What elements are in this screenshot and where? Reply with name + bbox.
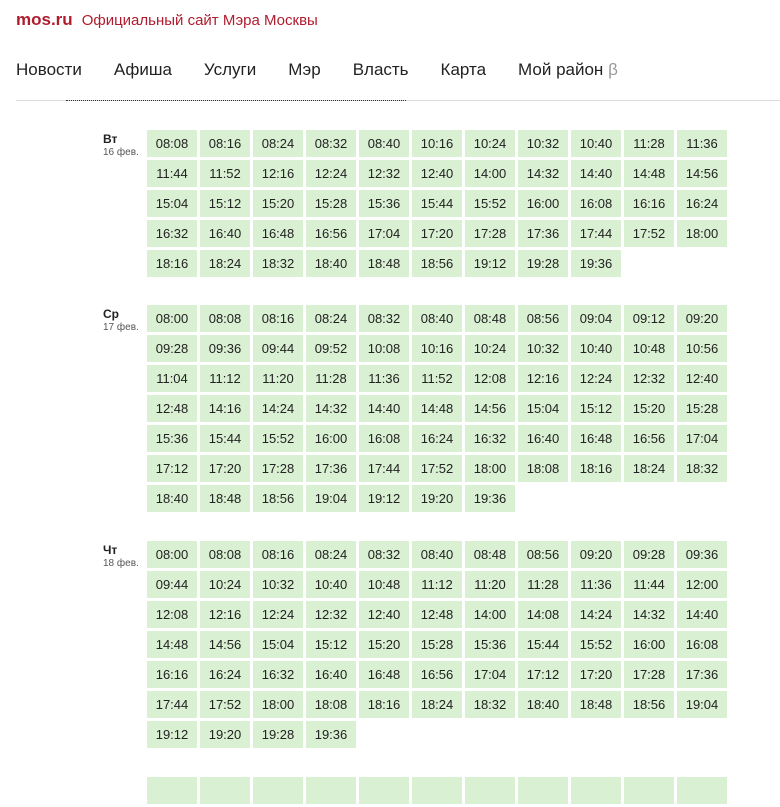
nav-item-events[interactable]: Афиша xyxy=(113,60,172,79)
site-logo[interactable]: mos.ru xyxy=(16,10,73,29)
time-slot[interactable]: 18:40 xyxy=(518,691,568,718)
time-slot[interactable]: 10:08 xyxy=(359,335,409,362)
time-slot[interactable]: 18:56 xyxy=(624,691,674,718)
time-slot[interactable]: 17:28 xyxy=(624,661,674,688)
time-slot[interactable]: 09:04 xyxy=(571,305,621,332)
time-slot[interactable]: 18:24 xyxy=(412,691,462,718)
time-slot[interactable]: 14:40 xyxy=(359,395,409,422)
time-slot[interactable]: 11:12 xyxy=(200,365,250,392)
time-slot[interactable]: 16:32 xyxy=(253,661,303,688)
time-slot[interactable]: 08:40 xyxy=(412,541,462,568)
time-slot[interactable]: 12:24 xyxy=(253,601,303,628)
time-slot[interactable]: 10:32 xyxy=(518,335,568,362)
time-slot[interactable]: 11:04 xyxy=(147,365,197,392)
time-slot[interactable]: 15:04 xyxy=(518,395,568,422)
time-slot[interactable]: 08:48 xyxy=(465,305,515,332)
time-slot[interactable]: 12:24 xyxy=(571,365,621,392)
time-slot[interactable]: 17:04 xyxy=(677,425,727,452)
time-slot[interactable]: 18:00 xyxy=(253,691,303,718)
time-slot[interactable]: 10:24 xyxy=(200,571,250,598)
time-slot[interactable]: 16:24 xyxy=(412,425,462,452)
time-slot[interactable]: 18:32 xyxy=(677,455,727,482)
time-slot[interactable]: 19:20 xyxy=(412,485,462,512)
time-slot[interactable]: 14:00 xyxy=(465,601,515,628)
time-slot[interactable]: 18:08 xyxy=(306,691,356,718)
time-slot[interactable]: 08:24 xyxy=(306,305,356,332)
time-slot[interactable]: 17:52 xyxy=(624,220,674,247)
time-slot[interactable]: 15:44 xyxy=(518,631,568,658)
time-slot[interactable]: 19:28 xyxy=(518,250,568,277)
time-slot[interactable]: 15:36 xyxy=(147,425,197,452)
time-slot[interactable]: 12:40 xyxy=(677,365,727,392)
time-slot[interactable]: 09:36 xyxy=(200,335,250,362)
time-slot[interactable]: 14:40 xyxy=(677,601,727,628)
time-slot[interactable] xyxy=(147,777,197,804)
time-slot[interactable]: 11:28 xyxy=(306,365,356,392)
time-slot[interactable]: 12:48 xyxy=(147,395,197,422)
time-slot[interactable]: 12:32 xyxy=(306,601,356,628)
time-slot[interactable]: 11:36 xyxy=(677,130,727,157)
time-slot[interactable]: 08:08 xyxy=(200,305,250,332)
time-slot[interactable]: 08:16 xyxy=(200,130,250,157)
time-slot[interactable]: 15:28 xyxy=(306,190,356,217)
time-slot[interactable]: 12:08 xyxy=(465,365,515,392)
time-slot[interactable]: 16:32 xyxy=(147,220,197,247)
time-slot[interactable]: 09:28 xyxy=(624,541,674,568)
time-slot[interactable]: 08:24 xyxy=(253,130,303,157)
time-slot[interactable]: 08:08 xyxy=(147,130,197,157)
day-name: Чт xyxy=(103,543,118,557)
time-slot[interactable]: 15:44 xyxy=(200,425,250,452)
nav-item-news[interactable]: Новости xyxy=(16,60,82,79)
time-slot[interactable]: 16:48 xyxy=(571,425,621,452)
time-grid xyxy=(147,130,737,280)
time-slot[interactable]: 14:32 xyxy=(624,601,674,628)
time-slot[interactable]: 18:08 xyxy=(518,455,568,482)
time-slot[interactable]: 08:32 xyxy=(359,305,409,332)
time-slot[interactable]: 19:12 xyxy=(359,485,409,512)
time-slot[interactable]: 17:52 xyxy=(200,691,250,718)
time-slot[interactable]: 19:36 xyxy=(306,721,356,748)
time-slot[interactable]: 12:16 xyxy=(253,160,303,187)
time-slot[interactable]: 17:20 xyxy=(571,661,621,688)
time-slot[interactable]: 10:40 xyxy=(571,335,621,362)
day-date: 18 фев. xyxy=(103,558,139,569)
time-slot[interactable]: 10:48 xyxy=(624,335,674,362)
time-slot[interactable]: 14:08 xyxy=(518,601,568,628)
time-slot[interactable]: 14:40 xyxy=(571,160,621,187)
time-slot[interactable]: 17:36 xyxy=(306,455,356,482)
site-title[interactable]: Официальный сайт Мэра Москвы xyxy=(81,12,318,29)
time-slot[interactable]: 19:20 xyxy=(200,721,250,748)
time-slot[interactable]: 16:40 xyxy=(200,220,250,247)
time-slot[interactable]: 12:16 xyxy=(518,365,568,392)
time-slot[interactable]: 15:28 xyxy=(412,631,462,658)
time-slot[interactable]: 16:48 xyxy=(359,661,409,688)
time-slot[interactable] xyxy=(200,777,250,804)
time-slot[interactable]: 11:36 xyxy=(359,365,409,392)
time-slot[interactable]: 18:48 xyxy=(200,485,250,512)
time-slot[interactable]: 12:08 xyxy=(147,601,197,628)
time-slot[interactable]: 16:08 xyxy=(677,631,727,658)
time-slot[interactable] xyxy=(465,777,515,804)
time-slot[interactable]: 17:36 xyxy=(518,220,568,247)
time-slot[interactable]: 12:00 xyxy=(677,571,727,598)
time-slot[interactable]: 18:32 xyxy=(465,691,515,718)
time-slot[interactable]: 11:44 xyxy=(624,571,674,598)
time-grid xyxy=(147,541,737,751)
time-slot[interactable]: 08:32 xyxy=(359,541,409,568)
time-slot[interactable]: 12:24 xyxy=(306,160,356,187)
time-slot[interactable]: 08:16 xyxy=(253,541,303,568)
day-name: Вт xyxy=(103,132,118,146)
time-slot[interactable]: 09:20 xyxy=(571,541,621,568)
nav-item-authorities[interactable]: Власть xyxy=(352,60,409,79)
time-slot[interactable]: 11:52 xyxy=(200,160,250,187)
time-slot[interactable]: 10:40 xyxy=(306,571,356,598)
time-slot[interactable]: 09:20 xyxy=(677,305,727,332)
time-slot[interactable]: 10:48 xyxy=(359,571,409,598)
time-grid xyxy=(147,777,737,807)
time-slot[interactable]: 15:36 xyxy=(465,631,515,658)
time-slot[interactable]: 09:12 xyxy=(624,305,674,332)
time-slot[interactable]: 12:40 xyxy=(412,160,462,187)
time-slot[interactable]: 17:04 xyxy=(359,220,409,247)
time-slot[interactable]: 19:12 xyxy=(147,721,197,748)
time-slot[interactable]: 18:56 xyxy=(253,485,303,512)
day-date: 17 фев. xyxy=(103,322,139,333)
time-slot[interactable]: 16:32 xyxy=(465,425,515,452)
time-slot[interactable] xyxy=(571,777,621,804)
time-slot[interactable]: 15:36 xyxy=(359,190,409,217)
time-slot[interactable]: 11:36 xyxy=(571,571,621,598)
time-slot[interactable]: 18:16 xyxy=(147,250,197,277)
time-slot[interactable]: 18:40 xyxy=(147,485,197,512)
time-slot[interactable]: 17:44 xyxy=(147,691,197,718)
time-slot[interactable]: 16:08 xyxy=(359,425,409,452)
time-slot[interactable] xyxy=(518,777,568,804)
time-slot[interactable]: 09:44 xyxy=(147,571,197,598)
time-slot[interactable]: 18:32 xyxy=(253,250,303,277)
time-slot[interactable]: 12:40 xyxy=(359,601,409,628)
time-slot[interactable]: 08:48 xyxy=(465,541,515,568)
time-slot[interactable]: 18:00 xyxy=(677,220,727,247)
time-slot[interactable]: 15:20 xyxy=(359,631,409,658)
time-slot[interactable]: 16:00 xyxy=(518,190,568,217)
time-slot[interactable]: 17:12 xyxy=(147,455,197,482)
time-slot[interactable]: 15:20 xyxy=(253,190,303,217)
time-slot[interactable]: 16:56 xyxy=(624,425,674,452)
time-slot[interactable]: 11:20 xyxy=(253,365,303,392)
time-slot[interactable]: 08:00 xyxy=(147,305,197,332)
time-slot[interactable]: 11:28 xyxy=(624,130,674,157)
time-slot[interactable]: 12:16 xyxy=(200,601,250,628)
nav-item-map[interactable]: Карта xyxy=(440,60,487,79)
time-slot[interactable]: 16:56 xyxy=(412,661,462,688)
time-slot[interactable] xyxy=(253,777,303,804)
time-grid xyxy=(147,305,737,515)
day-date: 16 фев. xyxy=(103,147,139,158)
time-slot[interactable]: 16:24 xyxy=(677,190,727,217)
time-slot[interactable]: 14:16 xyxy=(200,395,250,422)
time-slot[interactable]: 10:32 xyxy=(518,130,568,157)
time-slot[interactable]: 14:32 xyxy=(306,395,356,422)
time-slot[interactable]: 10:16 xyxy=(412,335,462,362)
time-slot[interactable]: 18:48 xyxy=(571,691,621,718)
time-slot[interactable]: 09:36 xyxy=(677,541,727,568)
time-slot[interactable]: 17:20 xyxy=(412,220,462,247)
time-slot[interactable]: 12:48 xyxy=(412,601,462,628)
time-slot[interactable]: 16:00 xyxy=(306,425,356,452)
time-slot[interactable]: 10:16 xyxy=(412,130,462,157)
time-slot[interactable]: 16:00 xyxy=(624,631,674,658)
time-slot[interactable]: 17:44 xyxy=(571,220,621,247)
time-slot[interactable]: 15:28 xyxy=(677,395,727,422)
time-slot[interactable]: 18:00 xyxy=(465,455,515,482)
time-slot[interactable]: 18:16 xyxy=(359,691,409,718)
time-slot[interactable]: 09:44 xyxy=(253,335,303,362)
time-slot[interactable] xyxy=(359,777,409,804)
time-slot[interactable]: 18:40 xyxy=(306,250,356,277)
time-slot[interactable]: 18:48 xyxy=(359,250,409,277)
time-slot[interactable]: 17:28 xyxy=(465,220,515,247)
time-slot[interactable]: 17:36 xyxy=(677,661,727,688)
time-slot[interactable]: 16:40 xyxy=(518,425,568,452)
time-slot[interactable]: 09:52 xyxy=(306,335,356,362)
time-slot[interactable]: 12:32 xyxy=(624,365,674,392)
time-slot[interactable]: 19:36 xyxy=(465,485,515,512)
time-slot[interactable]: 14:56 xyxy=(465,395,515,422)
time-slot[interactable]: 08:16 xyxy=(253,305,303,332)
time-slot[interactable]: 16:48 xyxy=(253,220,303,247)
time-slot[interactable]: 16:16 xyxy=(624,190,674,217)
time-slot[interactable]: 17:44 xyxy=(359,455,409,482)
time-slot[interactable]: 10:56 xyxy=(677,335,727,362)
day-label xyxy=(103,543,147,570)
time-slot[interactable]: 08:08 xyxy=(200,541,250,568)
time-slot[interactable]: 11:44 xyxy=(147,160,197,187)
time-slot[interactable]: 09:28 xyxy=(147,335,197,362)
time-slot[interactable]: 15:52 xyxy=(253,425,303,452)
time-slot[interactable]: 15:20 xyxy=(624,395,674,422)
time-slot[interactable]: 11:52 xyxy=(412,365,462,392)
time-slot[interactable] xyxy=(412,777,462,804)
time-slot[interactable]: 14:48 xyxy=(624,160,674,187)
time-slot[interactable]: 19:28 xyxy=(253,721,303,748)
time-slot[interactable]: 08:24 xyxy=(306,541,356,568)
time-slot[interactable]: 15:12 xyxy=(306,631,356,658)
time-slot[interactable] xyxy=(624,777,674,804)
time-slot[interactable]: 16:40 xyxy=(306,661,356,688)
nav-item-my-district-label: Мой район xyxy=(518,60,604,79)
time-slot[interactable]: 14:56 xyxy=(677,160,727,187)
time-slot[interactable]: 17:12 xyxy=(518,661,568,688)
time-slot[interactable]: 11:12 xyxy=(412,571,462,598)
time-slot[interactable]: 10:32 xyxy=(253,571,303,598)
nav-item-mayor[interactable]: Мэр xyxy=(288,60,321,79)
time-slot[interactable]: 16:24 xyxy=(200,661,250,688)
time-slot[interactable]: 14:56 xyxy=(200,631,250,658)
day-name: Ср xyxy=(103,307,119,321)
day-label xyxy=(103,132,147,159)
time-slot[interactable]: 15:44 xyxy=(412,190,462,217)
time-slot[interactable]: 17:52 xyxy=(412,455,462,482)
time-slot[interactable]: 16:16 xyxy=(147,661,197,688)
time-slot[interactable]: 19:36 xyxy=(571,250,621,277)
time-slot[interactable]: 16:08 xyxy=(571,190,621,217)
time-slot[interactable]: 10:24 xyxy=(465,335,515,362)
time-slot[interactable]: 18:56 xyxy=(412,250,462,277)
time-slot[interactable]: 10:24 xyxy=(465,130,515,157)
time-slot[interactable]: 08:56 xyxy=(518,305,568,332)
time-slot[interactable]: 08:00 xyxy=(147,541,197,568)
time-slot[interactable] xyxy=(677,777,727,804)
time-slot[interactable]: 18:24 xyxy=(200,250,250,277)
nav-item-services[interactable]: Услуги xyxy=(203,60,257,79)
time-slot[interactable]: 15:52 xyxy=(571,631,621,658)
time-slot[interactable]: 12:32 xyxy=(359,160,409,187)
time-slot[interactable] xyxy=(306,777,356,804)
time-slot[interactable]: 10:40 xyxy=(571,130,621,157)
time-slot[interactable]: 16:56 xyxy=(306,220,356,247)
time-slot[interactable]: 18:24 xyxy=(624,455,674,482)
time-slot[interactable]: 08:32 xyxy=(306,130,356,157)
time-slot[interactable]: 19:04 xyxy=(306,485,356,512)
time-slot[interactable]: 15:52 xyxy=(465,190,515,217)
beta-badge: β xyxy=(608,60,618,79)
time-slot[interactable]: 11:28 xyxy=(518,571,568,598)
time-slot[interactable]: 17:20 xyxy=(200,455,250,482)
time-slot[interactable]: 19:04 xyxy=(677,691,727,718)
day-label xyxy=(103,307,147,334)
time-slot[interactable]: 17:28 xyxy=(253,455,303,482)
time-slot[interactable]: 15:12 xyxy=(200,190,250,217)
time-slot[interactable]: 14:00 xyxy=(465,160,515,187)
time-slot[interactable]: 11:20 xyxy=(465,571,515,598)
time-slot[interactable]: 15:12 xyxy=(571,395,621,422)
time-slot[interactable]: 18:16 xyxy=(571,455,621,482)
time-slot[interactable]: 08:56 xyxy=(518,541,568,568)
time-slot[interactable]: 08:40 xyxy=(412,305,462,332)
time-slot[interactable]: 08:40 xyxy=(359,130,409,157)
time-slot[interactable]: 15:04 xyxy=(253,631,303,658)
time-slot[interactable]: 14:24 xyxy=(253,395,303,422)
time-slot[interactable]: 14:48 xyxy=(147,631,197,658)
time-slot[interactable]: 14:32 xyxy=(518,160,568,187)
time-slot[interactable]: 14:48 xyxy=(412,395,462,422)
time-slot[interactable]: 14:24 xyxy=(571,601,621,628)
time-slot[interactable]: 17:04 xyxy=(465,661,515,688)
time-slot[interactable]: 15:04 xyxy=(147,190,197,217)
time-slot[interactable]: 19:12 xyxy=(465,250,515,277)
